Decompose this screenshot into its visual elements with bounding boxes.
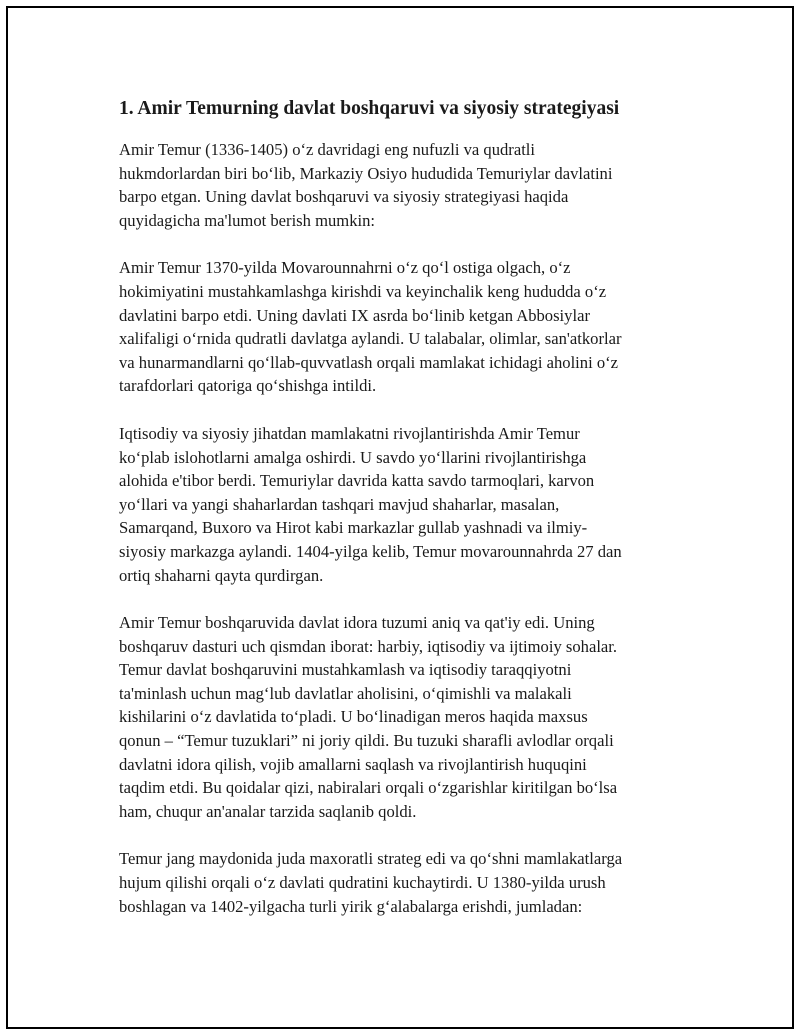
- page-frame: [6, 6, 794, 1029]
- document-body: [119, 96, 679, 942]
- paragraph-intro: Amir Temur (1336-1405) o‘z davridagi eng nufuzli va qudratli hukmdorlardan biri bo‘lib, Markaziy Osiyo hududida Temuriylar davlatini barpo etgan. Uning davlat boshqaruvi va siyosiy strategiyasi haqida quyidagicha ma'lumot berish mumkin:: [119, 140, 613, 230]
- paragraph-state-administration: Amir Temur boshqaruvida davlat idora tuzumi aniq va qat'iy edi. Uning boshqaruv dasturi uch qismdan iborat: harbiy, iqtisodiy va ijtimoiy sohalar. Temur davlat boshqaruvini mustahkamlash va iqtisodiy taraqqiyotni ta'minlash uchun mag‘lub davlatlar aholisini, o‘qimishli va malakali kishilarini o‘z davlatida to‘pladi. U bo‘linadigan meros haqida maxsus qonun – “Temur tuzuklari” ni joriy qildi. Bu tuzuki sharafli avlodlar orqali davlatni idora qilish, vojib amallarni saqlash va rivojlantirish huquqini taqdim etdi. Bu qoidalar qizi, nabiralari orqali o‘zgarishlar kiritilgan bo‘lsa ham, chuqur an'analar tarzida saqlanib qoldi.: [119, 613, 618, 821]
- section-heading: 1. Amir Temurning davlat boshqaruvi va siyosiy strategiyasi: [119, 98, 620, 119]
- paragraph-military-strategy: Temur jang maydonida juda maxoratli strateg edi va qo‘shni mamlakatlarga hujum qilishi orqali o‘z davlati qudratini kuchaytirdi. U 1380-yilda urush boshlagan va 1402-yilgacha turli yirik g‘alabalarga erishdi, jumladan:: [119, 849, 623, 916]
- paragraph-economic-reforms: Iqtisodiy va siyosiy jihatdan mamlakatni rivojlantirishda Amir Temur ko‘plab islohotlarni amalga oshirdi. U savdo yo‘llarini rivojlantirishga alohida e'tibor berdi. Temuriylar davrida katta savdo tarmoqlari, karvon yo‘llari va yangi shaharlardan tashqari mavjud shaharlar, masalan, Samarqand, Buxoro va Hirot kabi markazlar gullab yashnadi va ilmiy- siyosiy markazga aylandi. 1404-yilga kelib, Temur movarounnahrda 27 dan ortiq shaharni qayta qurdirgan.: [119, 423, 622, 585]
- paragraph-rise-to-power: Amir Temur 1370-yilda Movarounnahrni o‘z qo‘l ostiga olgach, o‘z hokimiyatini mustahkamlashga kirishdi va keyinchalik keng hududda o‘z davlatini barpo etdi. Uning davlati IX asrda bo‘linib ketgan Abbosiylar xalifaligi o‘rnida qudratli davlatga aylandi. U talabalar, olimlar, san'atkorlar va hunarmandlarni qo‘llab-quvvatlash orqali mamlakat ichidagi aholini o‘z tarafdorlari qatoriga qo‘shishga intildi.: [119, 258, 622, 396]
